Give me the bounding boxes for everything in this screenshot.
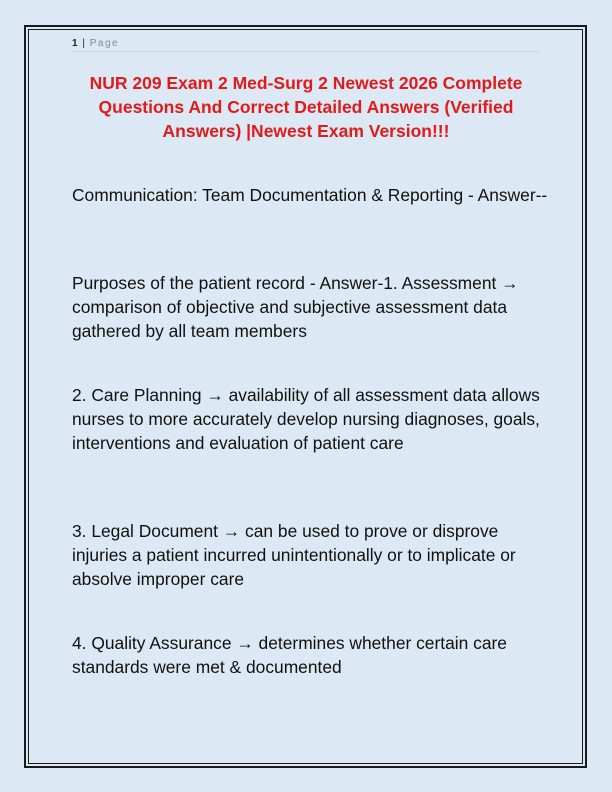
page-label: Page — [89, 38, 120, 49]
paragraph-purposes-assessment: Purposes of the patient record - Answer-1. Assessment → comparison of objective and subjective assessment data gathered by all team members — [72, 273, 519, 341]
page-number: 1 — [72, 38, 78, 49]
paragraph-quality-assurance: 4. Quality Assurance → determines whether certain care standards were met & documented — [72, 633, 507, 677]
page-header — [72, 37, 540, 52]
page-separator: | — [82, 38, 85, 49]
document-title: NUR 209 Exam 2 Med-Surg 2 Newest 2026 Complete Questions And Correct Detailed Answers (Verified Answers) |Newest Exam Version!!! — [89, 73, 523, 141]
paragraph-legal-document: 3. Legal Document → can be used to prove or disprove injuries a patient incurred unintentionally or to implicate or absolve improper care — [72, 521, 516, 589]
paragraph-care-planning: 2. Care Planning → availability of all assessment data allows nurses to more accurately develop nursing diagnoses, goals, interventions and evaluation of patient care — [72, 385, 540, 453]
section-heading-communication: Communication: Team Documentation & Reporting - Answer-- — [72, 185, 548, 205]
